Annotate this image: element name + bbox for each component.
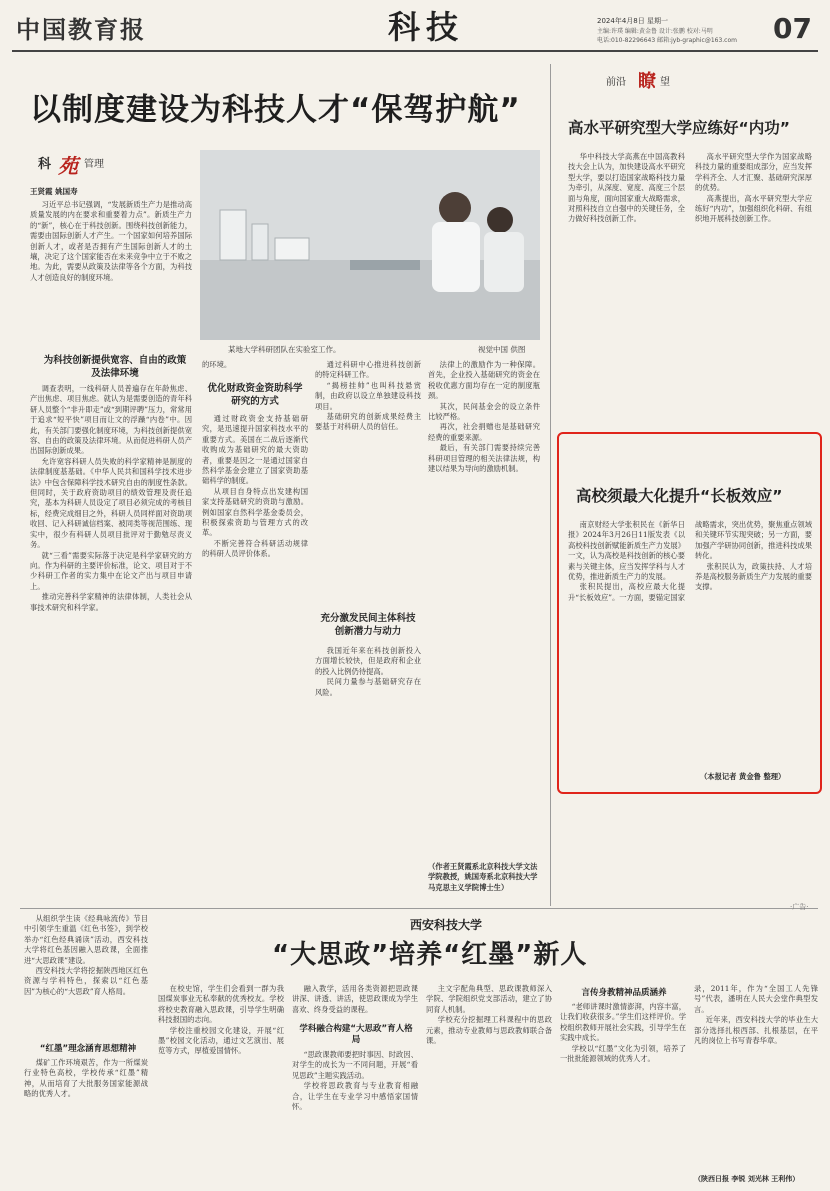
article4-subhead-a: “红墨”理念涵育思想精神 xyxy=(39,1044,137,1054)
article3-headline: 高校须最大化提升“长板效应” xyxy=(576,487,783,505)
article4-col4-para: 主文字配角典型、思政课教师深入学院、学院组织党支部活动，建立了协同育人机制。 xyxy=(426,984,552,1014)
article1-body-para: 推动完善科学家精神的法律体制，人类社会从事技术研究和科学家。 xyxy=(30,592,192,612)
article1-body-left xyxy=(30,384,192,904)
article3-para: 张积民提出，高校应最大化提升“长板效应”。一方面，要锚定国家战略需求，突出优势，聚焦重点领域和关键环节实现突破；另一方面，要加强产学研协同创新，推进科技成果转化。 xyxy=(568,520,812,602)
masthead-date: 2024年4月8日 星期一 xyxy=(597,17,668,25)
article4-col1 xyxy=(24,914,148,1034)
lab-photo xyxy=(200,150,540,340)
masthead-rule xyxy=(12,50,818,52)
article1-subhead-1: 为科技创新提供宽容、自由的政策及法律环境 xyxy=(43,355,187,379)
article4-col3 xyxy=(292,984,418,1020)
article1-subhead-2: 优化财政资金资助科学研究的方式 xyxy=(207,383,303,407)
article4-col3b xyxy=(292,1050,418,1184)
paper-name: 中国教育报 xyxy=(16,15,146,44)
article1-headline: 以制度建设为科技人才“保驾护航” xyxy=(30,92,521,128)
article1-body-para: 允许宽容科研人员失败的科学家精神是制度的法律制度基基础。《中华人民共和国科学技术进步法》中包含保障科学技术研究自由的制度性条款。但同时，关于政府资助项目的绩效管理及责任追究，基本为科研人员设定了项目必须完成的考核目标，经费完成细目之外，科研人员同样面对资助项收回、记入科研诚信档案、被同类等视范围练、现实中，很少有科研人员项目批评对于勤勉尽责义务。 xyxy=(30,456,192,550)
article4-col5 xyxy=(560,1002,686,1184)
column-logo-char: 科 xyxy=(38,157,52,172)
article4-col6 xyxy=(694,984,818,1172)
article1-col-b-para: 基础研究的创新成果经费主要基于对科研人员的信任。 xyxy=(315,412,421,432)
article1-col-b-para: 我国近年来在科技创新投入方面增长较快，但是政府和企业的投入比例仍待提高。 xyxy=(315,646,421,676)
article1-subhead-3: 充分激发民间主体科技创新潜力与动力 xyxy=(320,613,416,637)
article1-col-a-para: 的环境。 xyxy=(202,360,232,369)
article4-col6-para: 录，2011年，作为“全国工人先锋号”代表，潘明在人民大会堂作典型发言。 xyxy=(694,984,818,1014)
article4-col2 xyxy=(158,984,284,1184)
article1-col-c-para: 再次，社会捐赠也是基础研究经费的重要来源。 xyxy=(428,422,540,442)
article2-para: 高燕提出，高水平研究型大学应练好“内功”，加强组织化科研、有组织地开展科技创新工作。 xyxy=(695,193,812,224)
article4-col3b-para: “思政课教师要把时事因、时政因、对学生的成长为一不同问题，开展“看见思政”主题实践活动。 xyxy=(292,1050,418,1080)
column-logo-right-suffix: 望 xyxy=(660,77,670,88)
article4-col4 xyxy=(426,984,552,1184)
article1-col-b-body xyxy=(315,646,421,904)
section-title: 科技 xyxy=(388,8,465,46)
photo-caption: 某地大学科研团队在实验室工作。 xyxy=(228,345,341,354)
page-number: 07 xyxy=(773,12,812,45)
article4-col2-para: 在校史馆，学生们会看到一群为我国煤炭事业无私奉献的优秀校友。学校将校史教育融入思政课，引导学生明确科技报国的志向。 xyxy=(158,984,284,1025)
section-divider xyxy=(550,64,551,906)
column-logo-right-char: 瞭 xyxy=(638,71,656,92)
article3-para: 南京财经大学张积民在《新华日报》2024年3月26日11版发表《以高校科技创新赋能新质生产力发展》一文，认为高校是科技创新的核心要素与关键主体，应当发挥学科与人才优势，推进新质生产力的发展。 xyxy=(568,520,685,582)
article2-para: 高水平研究型大学作为国家战略科技力量的重要组成部分，应当发挥学科齐全、人才汇聚、基础研究深厚的优势。 xyxy=(695,152,812,193)
article4-col4-para: 学校充分挖掘理工科课程中的思政元素，推动专业教师与思政教师联合备课。 xyxy=(426,1015,552,1046)
masthead-phone: 电话:010-82296643 邮箱:jyb-graphic@163.com xyxy=(597,37,738,44)
article1-col-a-para: 从项目自身特点出发建构国家支持基础研究的资助与激励。例如国家自然科学基金委员会，积极探索资助与管理方式的改革。 xyxy=(202,486,308,538)
article1-col-b-para: 民间力量参与基础研究存在风险。 xyxy=(315,677,421,697)
bottom-rule xyxy=(20,908,818,909)
article1-body-para: 调查表明，一线科研人员普遍存在年龄焦虑、产出焦虑、项目焦虑。就认为是需要创造的青年科研人员整个“非升即走”或“到期评聘”压力，常常用于追求“短平快”项目而让文的浮躁“内卷”中。因此，有关部门要强化制度环境，为科技创新提供宽容、自由的政策及法律环境。从而促进科研人员产出国际创新成果。 xyxy=(30,384,192,456)
article3-byline: （本报记者 黄金鲁 整理） xyxy=(700,772,786,781)
column-logo-prefix: 前沿 xyxy=(606,77,626,88)
article4-col1b xyxy=(24,1058,148,1184)
article4-headline: “大思政”培养“红墨”新人 xyxy=(272,940,588,970)
article4-col1-para: 从组织学生读《经典咏流传》节目中引领学生重温《红色书签》，到学校举办“红色经典诵读”活动，西安科技大学将红色基因融入思政课，全面推进“大思政课”建设。 xyxy=(24,914,148,965)
article4-col6-para: 近年来，西安科技大学的毕业生大部分选择扎根西部、扎根基层，在平凡的岗位上书写青春华章。 xyxy=(694,1015,818,1046)
column-logo-qianyan xyxy=(592,68,732,90)
article4-col2-para: 学校注重校园文化建设，开展“红墨”校园文化活动，通过文艺演出、展览等方式，厚植爱国情怀。 xyxy=(158,1025,284,1056)
article1-col-c-para: 其次，民间基金会的设立条件比较严格。 xyxy=(428,401,540,422)
photo-credit: 视觉中国 供图 xyxy=(478,345,526,354)
article4-kicker: 西安科技大学 xyxy=(410,918,483,932)
article1-col-c-para: 最后，有关部门需要持续完善科研项目管理的相关法律法规，构建以结果为导向的激励机制。 xyxy=(428,443,540,474)
article1-body-para: 就“三看”需要实际落于决定是科学家研究的方向。作为科研的主要评价标准，论文、项目对于不少科研工作者的实力集中在论文产出与项目申请上。 xyxy=(30,550,192,591)
article4-col3-para: 融入教学，活用各类资源把思政课讲深、讲透、讲活，使思政课成为学生喜欢、终身受益的课程。 xyxy=(292,984,418,1014)
article1-footnote: （作者王贤霞系北京科技大学文法学院教授，姚国寿系北京科技大学马克思主义学院博士生） xyxy=(428,862,538,892)
column-logo-suffix: 管理 xyxy=(84,159,104,170)
masthead-editors: 主编:许璞 编辑:黄金鲁 设计:张鹏 校对:马明 xyxy=(597,28,713,35)
article3-para: 张积民认为，政策扶持、人才培养是高校服务新质生产力发展的重要支撑。 xyxy=(695,561,812,592)
article2-headline: 高水平研究型大学应练好“内功” xyxy=(568,119,790,137)
article1-lead-para: 习近平总书记强调，“发展新质生产力是推动高质量发展的内在要求和重要着力点”。新质生产力的“新”，核心在于科技创新。围绕科技创新能力，需要由国际创新人才产生。一个国家如何培养国际创新人才，或者是否拥有产生国际创新人才的土壤，决定了这个国家能否在未来竞争中立于不败之地。为此，需要从政策及法律等各个方面，为科技人才创造良好的制度环境。 xyxy=(30,200,192,282)
column-logo-kepu xyxy=(30,152,170,178)
article2-para: 华中科技大学高燕在中国高教科技大会上认为，加快建设高水平研究型大学，要以打造国家战略科技力量为牵引，从深度、宽度、高度三个层面与角度，面向国家重大战略需求，对照科技自立自强中的关键任务，全力做好科技创新工作。 xyxy=(568,152,685,224)
article4-subhead-b: 学科融合构建“大思政”育人格局 xyxy=(299,1024,413,1045)
article4-col5-para: “老师讲课时激情澎湃，内容丰富，让我们收获很多。”学生们这样评价。学校组织教师开展社会实践，引导学生在实践中成长。 xyxy=(560,1002,686,1043)
article4-byline: （陕西日报 李锐 刘光林 王利伟） xyxy=(694,1174,800,1183)
article3-body xyxy=(568,520,812,770)
article1-col-c-para: 法律上的激励作为一种保障。首先，企业投入基础研究的资金在税收优惠方面均存在一定的制度瓶颈。 xyxy=(428,360,540,401)
article1-col-b xyxy=(315,360,421,600)
ad-marker: ·广告· xyxy=(790,903,809,911)
article1-authors: 王贤霞 姚国寿 xyxy=(30,187,78,196)
article1-col-a-body xyxy=(202,414,308,904)
article1-col-b-para: “揭榜挂帅”也叫科技悬赏制，由政府以设立单独建设科技项目。 xyxy=(315,380,421,411)
article1-lead xyxy=(30,200,192,348)
article2-body xyxy=(568,152,812,422)
lab-photo-art xyxy=(200,150,540,340)
article4-col1-para: 西安科技大学将挖掘陕西地区红色资源与学科特色，探索以“红色基因”为核心的“大思政”育人格局。 xyxy=(24,966,148,996)
column-logo-name: 苑 xyxy=(58,154,78,178)
article4-col1b-para: 煤矿工作环境艰苦，作为一所煤炭行业特色高校，学校传承“红墨”精神，从而培育了大批服务国家能源战略的优秀人才。 xyxy=(24,1058,148,1099)
article4-col5-para: 学校以“红墨”文化为引领，培养了一批批能源领域的优秀人才。 xyxy=(560,1043,686,1064)
article1-col-b-para: 通过科研中心推进科技创新的特定科研工作。 xyxy=(315,360,421,380)
article1-col-a-para: 通过财政资金支持基础研究，是迅速提升国家科技水平的重要方式。美国在二战后逐渐代收购成为基础研究的最大资助者，重要是因之一是通过国家自然科学基金会建立了国家资助基础科学的制度。 xyxy=(202,414,308,486)
article4-col3b-para: 学校将思政教育与专业教育相融合，让学生在专业学习中感悟家国情怀。 xyxy=(292,1081,418,1112)
article1-col-a-para: 不断完善符合科研活动规律的科研人员评价体系。 xyxy=(202,538,308,559)
article1-col-c xyxy=(428,360,540,860)
article4-subhead-c: 言传身教精神品质涵养 xyxy=(581,988,667,998)
